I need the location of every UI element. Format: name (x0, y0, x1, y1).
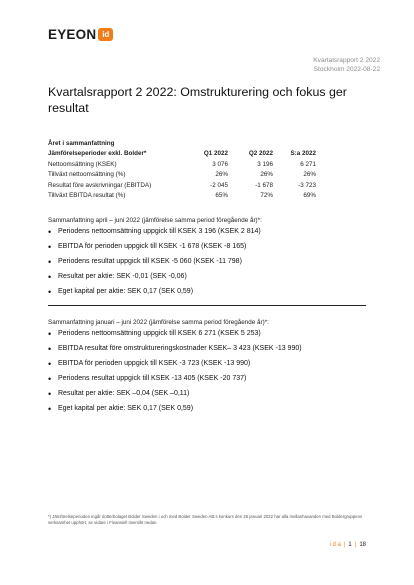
summary-h1-section (48, 319, 366, 420)
column-header: Q2 2022 (248, 150, 273, 158)
section-divider (48, 305, 366, 306)
footnote: *) Jämförelseperioden ingår dotterbolaget Bolder Sweden i och med Bolder Sweden AB:s konkurs den 25 januari 2022 har alla mellanhavanden med Boldergruppens verksamhet upphört, se vidare i Finansiell översikt nedan. (48, 514, 363, 525)
bullet-icon: • (48, 257, 52, 267)
bullet-icon: • (48, 404, 52, 414)
list-item (48, 375, 366, 390)
list-item-text: Periodens nettoomsättning uppgick till KSEK 6 271 (KSEK 5 253) (58, 330, 261, 337)
page-footer (330, 542, 367, 548)
column-header: Q1 2022 (203, 150, 228, 158)
table-cell: 3 076 (212, 160, 228, 168)
column-header: S:a 2022 (290, 150, 316, 158)
row-label: Nettoomsättning (KSEK) (48, 160, 117, 168)
row-label: Tillväxt EBITDA resultat (%) (48, 192, 126, 200)
eyeon-logo (48, 27, 113, 42)
list-item (48, 405, 366, 420)
table-cell: 65% (215, 192, 228, 200)
bullet-icon: • (48, 374, 52, 384)
footer-separator: | (343, 542, 346, 548)
table-cell: 6 271 (300, 160, 316, 168)
table-cell: -2 045 (210, 181, 228, 189)
table-row (48, 180, 316, 191)
row-label: Tillväxt nettoomsättning (%) (48, 171, 126, 179)
table-cell: -1 678 (255, 181, 273, 189)
list-item (48, 243, 366, 258)
column-header: Jämförelseperioder exkl. Bolder* (48, 150, 147, 158)
bullet-icon: • (48, 344, 52, 354)
logo-badge: id (98, 28, 113, 41)
bullet-icon: • (48, 227, 52, 237)
document-meta (313, 56, 380, 74)
table-cell: -3 723 (298, 181, 316, 189)
table-caption: Året i sammanfattning (48, 139, 115, 147)
list-item-text: EBITDA för perioden uppgick till KSEK -3 723 (KSEK -13 990) (58, 360, 251, 367)
page-title: Kvartalsrapport 2 2022: Omstrukturering och fokus ger resultat (48, 85, 347, 115)
table-row (48, 191, 316, 202)
bullet-icon: • (48, 389, 52, 399)
list-item (48, 228, 366, 243)
summary-table (48, 138, 316, 201)
document-type: Kvartalsrapport 2 2022 (313, 57, 380, 64)
table-cell: 26% (303, 171, 316, 179)
page-total: 18 (359, 542, 366, 548)
list-item-text: Periodens nettoomsättning uppgick till KSEK 3 196 (KSEK 2 814) (58, 228, 261, 235)
logo-text: EYEON (48, 27, 97, 42)
bullet-icon: • (48, 272, 52, 282)
place-date: Stockholm 2022-08-22 (313, 66, 380, 73)
page-number: 1 (348, 542, 352, 548)
list-item (48, 390, 366, 405)
table-cell: 26% (215, 171, 228, 179)
table-cell: 26% (260, 171, 273, 179)
table-cell: 72% (260, 192, 273, 200)
bullet-icon: • (48, 359, 52, 369)
footer-brand: i d a (329, 542, 341, 548)
bullet-icon: • (48, 287, 52, 297)
section-heading: Sammanfattning januari – juni 2022 (jämförelse samma period föregående år)*: (48, 319, 269, 326)
list-item (48, 345, 366, 360)
bullet-icon: • (48, 242, 52, 252)
row-label: Resultat före avskrivningar (EBITDA) (48, 181, 152, 189)
list-item-text: Resultat per aktie: SEK -0,01 (SEK -0,06) (58, 273, 187, 280)
bullet-icon: • (48, 329, 52, 339)
list-item-text: EBITDA för perioden uppgick till KSEK -1 678 (KSEK -8 165) (58, 243, 247, 250)
list-item-text: Periodens resultat uppgick till KSEK -5 060 (KSEK -11 798) (58, 258, 242, 265)
list-item (48, 258, 366, 273)
list-item-text: Resultat per aktie: SEK –0,04 (SEK –0,11) (58, 390, 190, 397)
list-item (48, 288, 366, 303)
list-item-text: Eget kapital per aktie: SEK 0,17 (SEK 0,59) (58, 288, 194, 295)
table-cell: 69% (303, 192, 316, 200)
summary-q2-section (48, 217, 366, 303)
section-heading: Sammanfattning april – juni 2022 (jämförelse samma period föregående år)*: (48, 217, 262, 224)
table-cell: 3 196 (257, 160, 273, 168)
table-row (48, 170, 316, 181)
table-row (48, 159, 316, 170)
list-item-text: Periodens resultat uppgick till KSEK -13 405 (KSEK -20 737) (58, 375, 247, 382)
list-item (48, 360, 366, 375)
list-item-text: EBITDA resultat före omstruktureringskostnader KSEK– 3 423 (KSEK -13 990) (58, 345, 302, 352)
footer-separator: | (354, 542, 357, 548)
table-header-row (48, 149, 316, 160)
list-item (48, 330, 366, 345)
list-item (48, 273, 366, 288)
list-item-text: Eget kapital per aktie: SEK 0,17 (SEK 0,59) (58, 405, 194, 412)
